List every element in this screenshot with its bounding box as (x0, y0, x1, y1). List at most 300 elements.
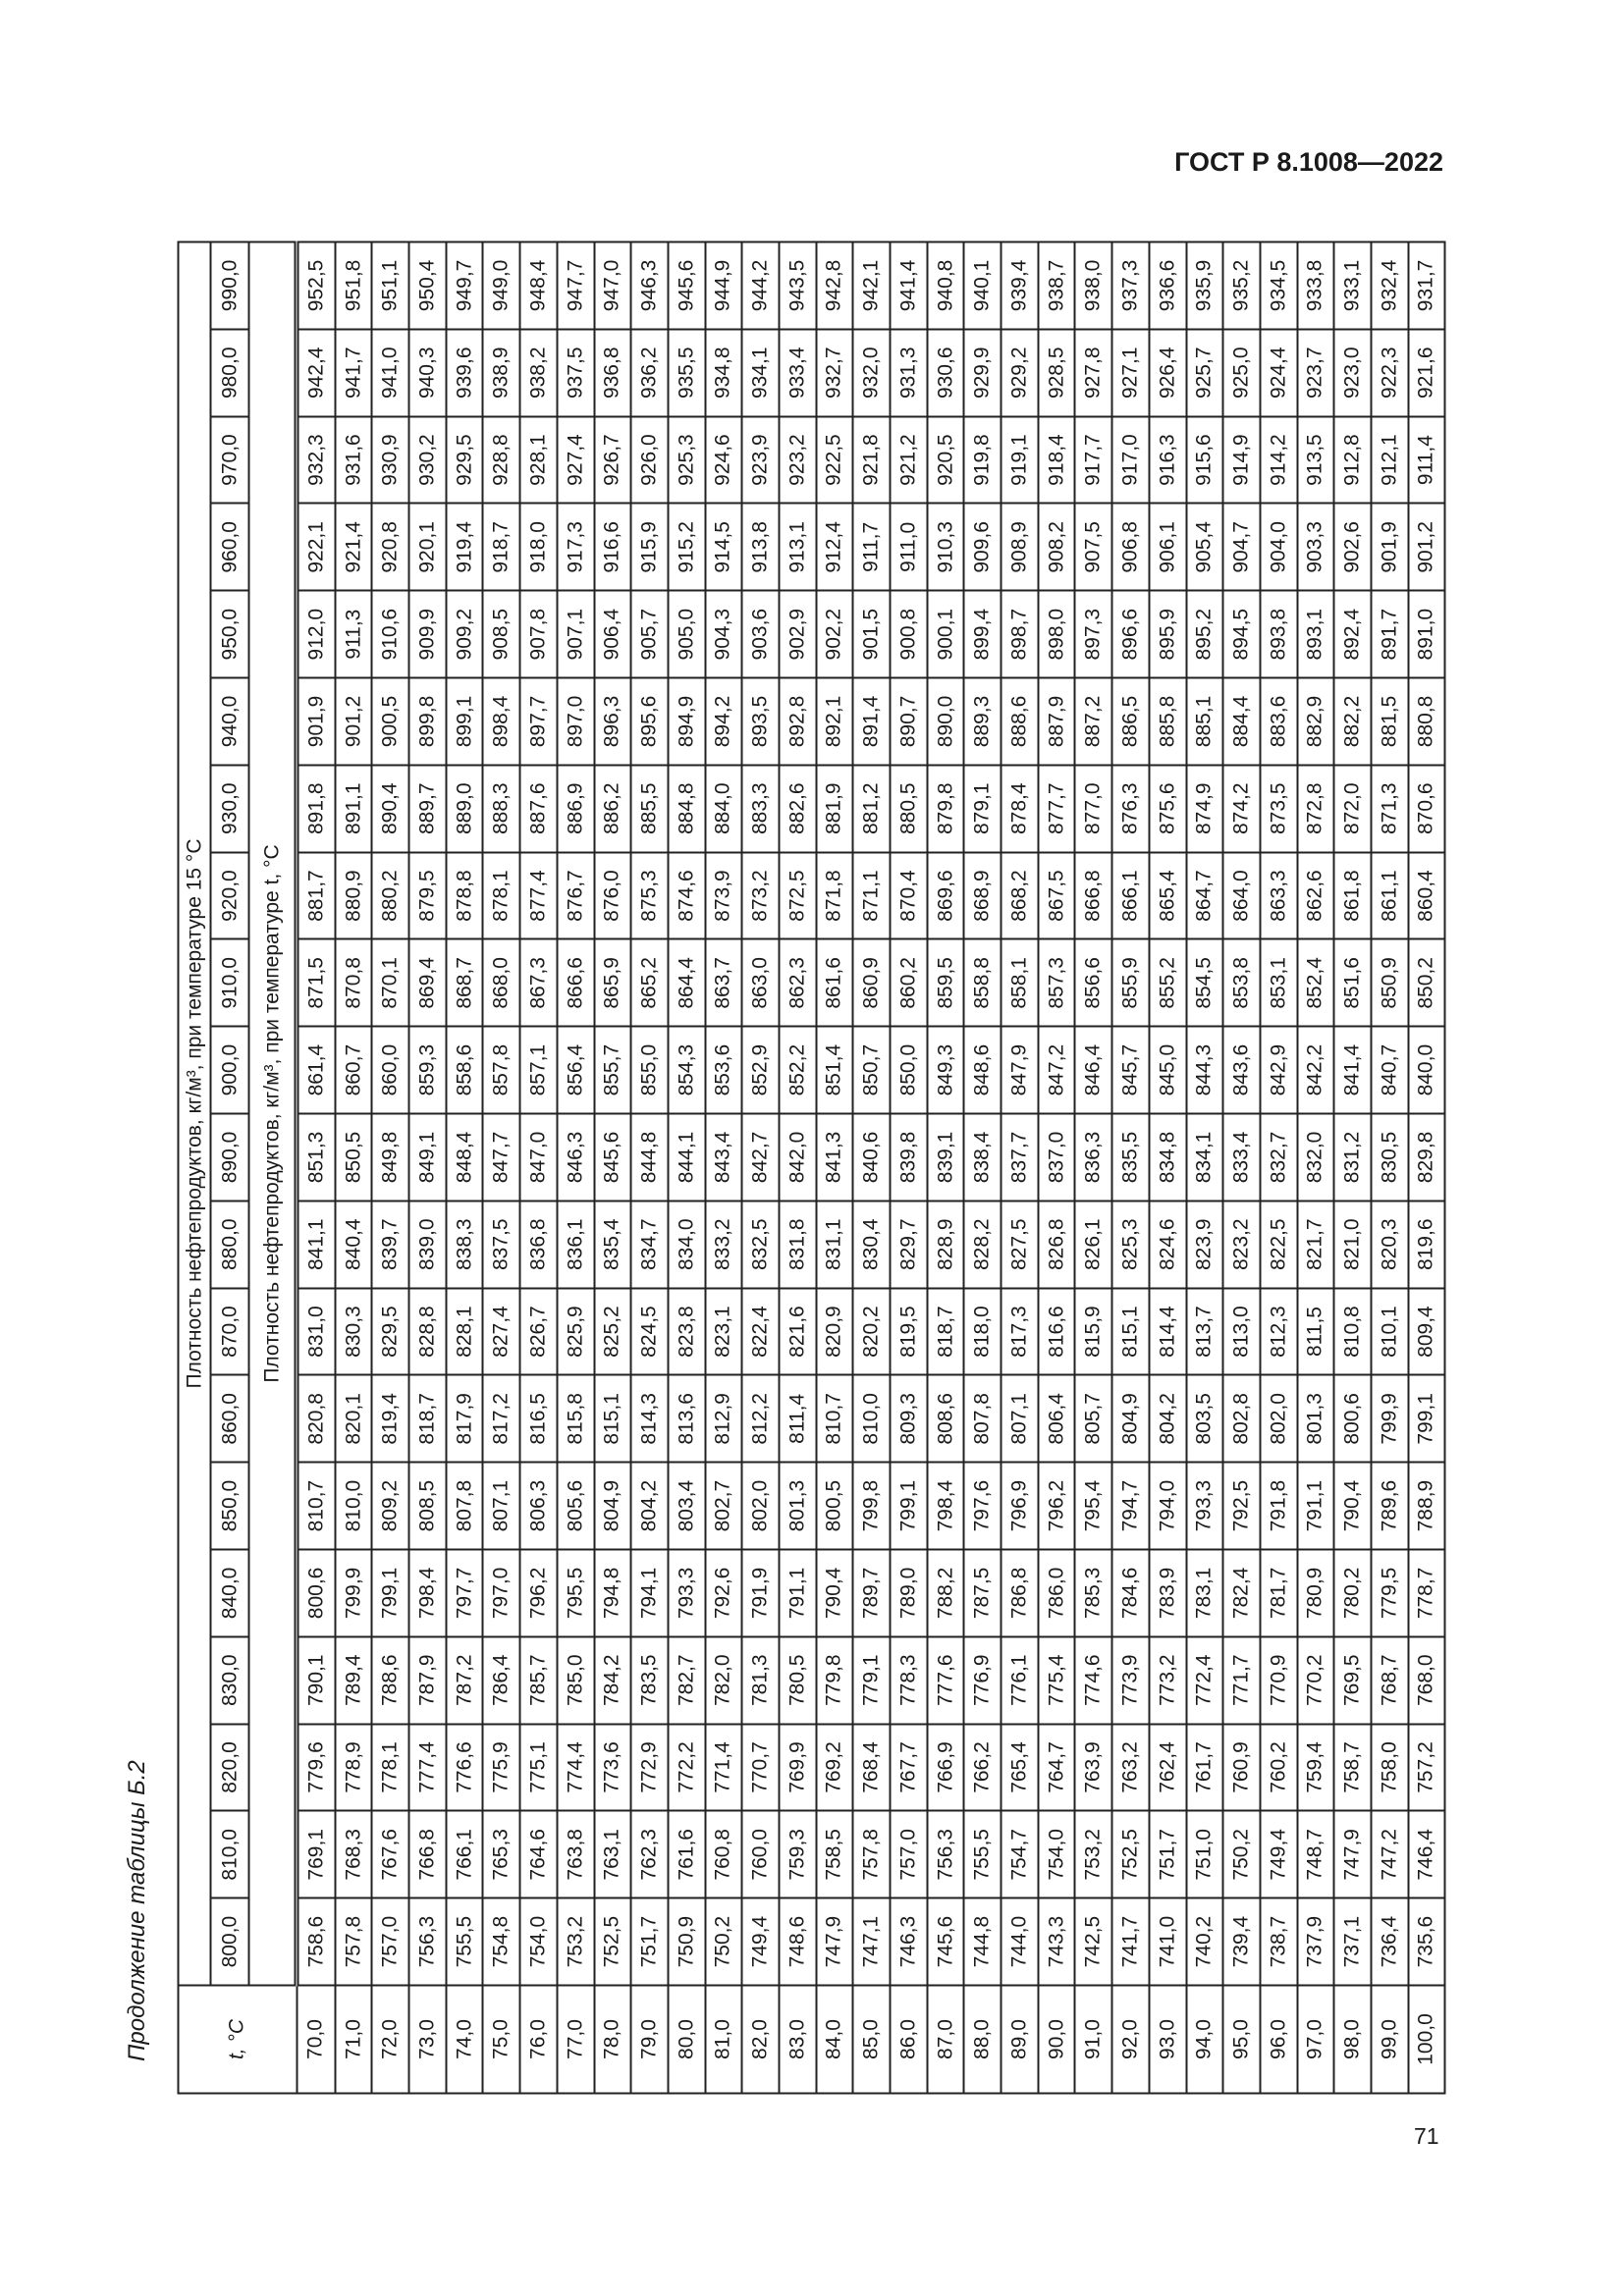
density-value-cell: 847,7 (483, 1114, 520, 1201)
density-value-cell: 891,1 (335, 765, 372, 852)
density-value-cell: 840,4 (335, 1201, 372, 1288)
density-value-cell: 805,7 (1075, 1375, 1112, 1463)
density-value-cell: 925,7 (1186, 329, 1223, 416)
density-value-cell: 886,2 (594, 765, 631, 852)
density-value-cell: 798,4 (409, 1550, 447, 1637)
density-value-cell: 766,2 (964, 1724, 1001, 1811)
temperature-cell: 73,0 (409, 1986, 447, 2094)
density-value-cell: 762,4 (1149, 1724, 1186, 1811)
density-value-cell: 875,6 (1149, 765, 1186, 852)
density-value-cell: 768,0 (1408, 1636, 1445, 1724)
temperature-cell: 97,0 (1297, 1986, 1334, 2094)
density-value-cell: 822,4 (742, 1288, 780, 1375)
density-value-cell: 902,2 (816, 591, 853, 678)
density-value-cell: 860,0 (372, 1027, 409, 1114)
density-value-cell: 773,2 (1149, 1636, 1186, 1724)
density-value-cell: 856,4 (557, 1027, 594, 1114)
table-row (1001, 242, 1039, 2094)
density-value-cell: 873,5 (1260, 765, 1297, 852)
density-value-cell: 840,0 (1408, 1027, 1445, 1114)
density-value-cell: 896,3 (594, 678, 631, 766)
density-value-cell: 834,1 (1186, 1114, 1223, 1201)
density-value-cell: 860,9 (853, 939, 891, 1027)
temperature-cell: 75,0 (483, 1986, 520, 2094)
density-value-cell: 854,3 (668, 1027, 705, 1114)
density-value-cell: 869,4 (409, 939, 447, 1027)
density-value-cell: 908,9 (1001, 504, 1039, 591)
density-value-cell: 831,0 (297, 1288, 335, 1375)
density-value-cell: 902,6 (1334, 504, 1372, 591)
density-value-cell: 828,8 (409, 1288, 447, 1375)
density-value-cell: 884,4 (1223, 678, 1261, 766)
density-header-cell: 820,0 (211, 1724, 249, 1811)
density-value-cell: 905,4 (1186, 504, 1223, 591)
table-row (1371, 242, 1408, 2094)
density-value-cell: 903,6 (742, 591, 780, 678)
density-value-cell: 785,7 (520, 1636, 558, 1724)
density-value-cell: 796,2 (520, 1550, 558, 1637)
density-value-cell: 885,8 (1149, 678, 1186, 766)
density-value-cell: 835,5 (1112, 1114, 1150, 1201)
density-value-cell: 759,3 (779, 1811, 816, 1898)
density-value-cell: 847,0 (520, 1114, 558, 1201)
density-value-cell: 912,0 (297, 591, 335, 678)
density-value-cell: 754,0 (1038, 1811, 1075, 1898)
density-value-cell: 810,0 (853, 1375, 891, 1463)
density-value-cell: 853,1 (1260, 939, 1297, 1027)
table-row (520, 242, 558, 2094)
temperature-cell: 94,0 (1186, 1986, 1223, 2094)
density-value-cell: 853,8 (1223, 939, 1261, 1027)
density-value-cell: 878,1 (483, 852, 520, 939)
temperature-cell: 70,0 (297, 1986, 335, 2094)
density-value-cell: 853,6 (705, 1027, 742, 1114)
density-value-cell: 897,7 (520, 678, 558, 766)
density-value-cell: 922,3 (1371, 329, 1408, 416)
density-value-cell: 823,9 (1186, 1201, 1223, 1288)
density-value-cell: 938,2 (520, 329, 558, 416)
density-value-cell: 804,2 (1149, 1375, 1186, 1463)
temperature-cell: 100,0 (1408, 1986, 1445, 2094)
density-value-cell: 780,9 (1297, 1550, 1334, 1637)
temperature-cell: 79,0 (631, 1986, 669, 2094)
density-value-cell: 808,5 (409, 1463, 447, 1550)
table-row (668, 242, 705, 2094)
density-value-cell: 812,2 (742, 1375, 780, 1463)
density-value-cell: 829,8 (1408, 1114, 1445, 1201)
density-value-cell: 830,5 (1371, 1114, 1408, 1201)
density-value-cell: 907,8 (520, 591, 558, 678)
density-value-cell: 811,4 (779, 1375, 816, 1463)
density-value-cell: 774,6 (1075, 1636, 1112, 1724)
density-value-cell: 890,0 (927, 678, 964, 766)
density-value-cell: 827,4 (483, 1288, 520, 1375)
density-value-cell: 938,7 (1038, 242, 1075, 330)
density-value-cell: 903,3 (1297, 504, 1334, 591)
density-value-cell: 863,0 (742, 939, 780, 1027)
density-value-cell: 946,3 (631, 242, 669, 330)
density-value-cell: 767,7 (891, 1724, 928, 1811)
density-value-cell: 951,8 (335, 242, 372, 330)
density-value-cell: 755,5 (964, 1811, 1001, 1898)
density-value-cell: 788,9 (1408, 1463, 1445, 1550)
density-value-cell: 770,2 (1297, 1636, 1334, 1724)
table-row (557, 242, 594, 2094)
density-value-cell: 935,9 (1186, 242, 1223, 330)
density-value-cell: 744,8 (964, 1898, 1001, 1986)
density-value-cell: 831,1 (816, 1201, 853, 1288)
density-value-cell: 811,5 (1297, 1288, 1334, 1375)
density-value-cell: 737,9 (1297, 1898, 1334, 1986)
density-value-cell: 767,6 (372, 1811, 409, 1898)
density-value-cell: 879,5 (409, 852, 447, 939)
density-value-cell: 893,8 (1260, 591, 1297, 678)
density-value-cell: 901,2 (1408, 504, 1445, 591)
density-value-cell: 770,7 (742, 1724, 780, 1811)
density-value-cell: 760,2 (1260, 1724, 1297, 1811)
density-value-cell: 897,3 (1075, 591, 1112, 678)
table-row (409, 242, 447, 2094)
density-value-cell: 865,9 (594, 939, 631, 1027)
density-value-cell: 862,6 (1297, 852, 1334, 939)
density-value-cell: 901,9 (1371, 504, 1408, 591)
density-value-cell: 842,2 (1297, 1027, 1334, 1114)
density-value-cell: 749,4 (742, 1898, 780, 1986)
density-value-cell: 881,7 (297, 852, 335, 939)
density-value-cell: 812,3 (1260, 1288, 1297, 1375)
table-row (927, 242, 964, 2094)
density-value-cell: 757,0 (372, 1898, 409, 1986)
density-value-cell: 936,8 (594, 329, 631, 416)
density-value-cell: 823,2 (1223, 1201, 1261, 1288)
table-row (483, 242, 520, 2094)
density-value-cell: 942,8 (816, 242, 853, 330)
density-value-cell: 760,0 (742, 1811, 780, 1898)
density-value-cell: 883,3 (742, 765, 780, 852)
density-value-cell: 878,4 (1001, 765, 1039, 852)
density-value-cell: 787,5 (964, 1550, 1001, 1637)
temperature-cell: 77,0 (557, 1986, 594, 2094)
density-value-cell: 935,5 (668, 329, 705, 416)
density-value-cell: 844,1 (668, 1114, 705, 1201)
density-value-cell: 849,3 (927, 1027, 964, 1114)
density-value-cell: 810,1 (1371, 1288, 1408, 1375)
density-header-cell: 970,0 (211, 416, 249, 504)
density-value-cell: 866,8 (1075, 852, 1112, 939)
density-header-cell: 850,0 (211, 1463, 249, 1550)
density-value-cell: 860,2 (891, 939, 928, 1027)
temperature-cell: 88,0 (964, 1986, 1001, 2094)
density-value-cell: 928,8 (483, 416, 520, 504)
density-value-cell: 927,4 (557, 416, 594, 504)
density-value-cell: 866,6 (557, 939, 594, 1027)
density-value-cell: 776,1 (1001, 1636, 1039, 1724)
density-value-cell: 904,0 (1260, 504, 1297, 591)
density-value-cell: 898,7 (1001, 591, 1039, 678)
temperature-cell: 78,0 (594, 1986, 631, 2094)
density-value-cell: 890,7 (891, 678, 928, 766)
density-value-cell: 857,1 (520, 1027, 558, 1114)
density-value-cell: 810,8 (1334, 1288, 1372, 1375)
density-value-cell: 939,4 (1001, 242, 1039, 330)
table-continuation-caption: Продолжение таблицы Б.2 (124, 1760, 150, 2061)
density-header-cell: 990,0 (211, 242, 249, 330)
density-value-cell: 820,1 (335, 1375, 372, 1463)
density-value-cell: 878,8 (446, 852, 483, 939)
density-value-cell: 836,1 (557, 1201, 594, 1288)
density-value-cell: 789,0 (891, 1550, 928, 1637)
density-value-cell: 937,3 (1112, 242, 1150, 330)
density-value-cell: 782,7 (668, 1636, 705, 1724)
density-value-cell: 927,8 (1075, 329, 1112, 416)
density-value-cell: 832,7 (1260, 1114, 1297, 1201)
density-value-cell: 948,4 (520, 242, 558, 330)
density-value-cell: 905,0 (668, 591, 705, 678)
density-value-cell: 845,6 (594, 1114, 631, 1201)
density-value-cell: 887,2 (1075, 678, 1112, 766)
table-row (1223, 242, 1261, 2094)
density-value-cell: 904,7 (1223, 504, 1261, 591)
density-value-cell: 758,0 (1371, 1724, 1408, 1811)
density-value-cell: 786,8 (1001, 1550, 1039, 1637)
density-value-cell: 887,6 (520, 765, 558, 852)
density-value-cell: 849,1 (409, 1114, 447, 1201)
density-value-cell: 838,3 (446, 1201, 483, 1288)
density-value-cell: 845,0 (1149, 1027, 1186, 1114)
density-value-cell: 750,2 (1223, 1811, 1261, 1898)
density-value-cell: 777,6 (927, 1636, 964, 1724)
density-value-cell: 838,4 (964, 1114, 1001, 1201)
density-value-cell: 780,2 (1334, 1550, 1372, 1637)
density-value-cell: 910,3 (927, 504, 964, 591)
density-value-cell: 876,7 (557, 852, 594, 939)
density-value-cell: 933,8 (1297, 242, 1334, 330)
density-value-cell: 761,7 (1186, 1724, 1223, 1811)
density-value-cell: 925,3 (668, 416, 705, 504)
density-value-cell: 900,1 (927, 591, 964, 678)
density-value-cell: 947,7 (557, 242, 594, 330)
density-value-cell: 781,3 (742, 1636, 780, 1724)
density-value-cell: 907,5 (1075, 504, 1112, 591)
density-value-cell: 782,0 (705, 1636, 742, 1724)
density-value-cell: 912,8 (1334, 416, 1372, 504)
density-value-cell: 885,5 (631, 765, 669, 852)
density-value-cell: 812,9 (705, 1375, 742, 1463)
density-value-cell: 943,5 (779, 242, 816, 330)
density-value-cell: 874,9 (1186, 765, 1223, 852)
density-value-cell: 885,1 (1186, 678, 1223, 766)
density-value-cell: 779,8 (816, 1636, 853, 1724)
density-value-cell: 788,2 (927, 1550, 964, 1637)
density-value-cell: 783,5 (631, 1636, 669, 1724)
density-value-cell: 923,0 (1334, 329, 1372, 416)
density-value-cell: 871,8 (816, 852, 853, 939)
table-row (594, 242, 631, 2094)
density-value-cell: 841,4 (1334, 1027, 1372, 1114)
density-value-cell: 839,1 (927, 1114, 964, 1201)
density-value-cell: 850,5 (335, 1114, 372, 1201)
density-value-cell: 819,6 (1408, 1201, 1445, 1288)
density-value-cell: 880,8 (1408, 678, 1445, 766)
density-value-cell: 919,1 (1001, 416, 1039, 504)
density-value-cell: 870,8 (335, 939, 372, 1027)
density-value-cell: 778,1 (372, 1724, 409, 1811)
density-value-cell: 771,4 (705, 1724, 742, 1811)
density-value-cell: 786,0 (1038, 1550, 1075, 1637)
density-value-cell: 749,4 (1260, 1811, 1297, 1898)
density-value-cell: 834,7 (631, 1201, 669, 1288)
density-value-cell: 930,9 (372, 416, 409, 504)
density-value-cell: 908,2 (1038, 504, 1075, 591)
density-value-cell: 747,9 (816, 1898, 853, 1986)
density-value-cell: 851,4 (816, 1027, 853, 1114)
temperature-cell: 89,0 (1001, 1986, 1039, 2094)
temperature-cell: 84,0 (816, 1986, 853, 2094)
density-header-cell: 930,0 (211, 765, 249, 852)
density-value-cell: 872,8 (1297, 765, 1334, 852)
density-value-cell: 789,4 (335, 1636, 372, 1724)
density-value-cell: 916,3 (1149, 416, 1186, 504)
density-value-cell: 891,7 (1371, 591, 1408, 678)
density-value-cell: 906,4 (594, 591, 631, 678)
density-value-cell: 753,2 (1075, 1811, 1112, 1898)
density-value-cell: 748,7 (1297, 1811, 1334, 1898)
density-value-cell: 912,4 (816, 504, 853, 591)
density-value-cell: 933,4 (779, 329, 816, 416)
density-value-cell: 944,2 (742, 242, 780, 330)
density-value-cell: 868,0 (483, 939, 520, 1027)
density-value-cell: 756,3 (927, 1811, 964, 1898)
density-value-cell: 825,3 (1112, 1201, 1150, 1288)
density-value-cell: 889,0 (446, 765, 483, 852)
density-value-cell: 913,5 (1297, 416, 1334, 504)
density-value-cell: 772,2 (668, 1724, 705, 1811)
density-value-cell: 914,9 (1223, 416, 1261, 504)
density-value-cell: 821,7 (1297, 1201, 1334, 1288)
density-value-cell: 914,5 (705, 504, 742, 591)
density-value-cell: 755,5 (446, 1898, 483, 1986)
density-value-cell: 802,7 (705, 1463, 742, 1550)
density-value-cell: 769,1 (297, 1811, 335, 1898)
density-value-cell: 858,6 (446, 1027, 483, 1114)
density-value-cell: 826,7 (520, 1288, 558, 1375)
density-value-cell: 901,9 (297, 678, 335, 766)
density-value-cell: 822,5 (1260, 1201, 1297, 1288)
density-value-cell: 898,4 (483, 678, 520, 766)
density-value-cell: 921,2 (891, 416, 928, 504)
density-value-cell: 813,6 (668, 1375, 705, 1463)
density-value-cell: 754,0 (520, 1898, 558, 1986)
table-row (1297, 242, 1334, 2094)
density-value-cell: 825,9 (557, 1288, 594, 1375)
density-value-cell: 937,5 (557, 329, 594, 416)
density-value-cell: 746,3 (891, 1898, 928, 1986)
density-value-cell: 871,1 (853, 852, 891, 939)
density-value-cell: 769,9 (779, 1724, 816, 1811)
density-value-cell: 806,4 (1038, 1375, 1075, 1463)
density-value-cell: 758,7 (1334, 1724, 1372, 1811)
density-value-cell: 738,7 (1260, 1898, 1297, 1986)
density-value-cell: 783,9 (1149, 1550, 1186, 1637)
density-value-cell: 736,4 (1371, 1898, 1408, 1986)
density-value-cell: 874,6 (668, 852, 705, 939)
density-value-cell: 766,1 (446, 1811, 483, 1898)
density-value-cell: 779,1 (853, 1636, 891, 1724)
density-value-cell: 932,3 (297, 416, 335, 504)
density-header-cell: 900,0 (211, 1027, 249, 1114)
density-value-cell: 882,2 (1334, 678, 1372, 766)
density-value-cell: 891,4 (853, 678, 891, 766)
density-value-cell: 806,3 (520, 1463, 558, 1550)
density-value-cell: 920,8 (372, 504, 409, 591)
density-value-cell: 892,1 (816, 678, 853, 766)
density-value-cell: 795,5 (557, 1550, 594, 1637)
density-value-cell: 814,4 (1149, 1288, 1186, 1375)
density-value-cell: 794,7 (1112, 1463, 1150, 1550)
temperature-cell: 93,0 (1149, 1986, 1186, 2094)
density-value-cell: 758,5 (816, 1811, 853, 1898)
sub-caption: Плотность нефтепродуктов, кг/м³, при температуре t, °C (249, 242, 298, 1986)
density-value-cell: 902,9 (779, 591, 816, 678)
density-value-cell: 860,4 (1408, 852, 1445, 939)
density-value-cell: 898,0 (1038, 591, 1075, 678)
density-value-cell: 804,2 (631, 1463, 669, 1550)
density-value-cell: 796,2 (1038, 1463, 1075, 1550)
density-value-cell: 834,8 (1149, 1114, 1186, 1201)
density-value-cell: 772,9 (631, 1724, 669, 1811)
density-value-cell: 763,9 (1075, 1724, 1112, 1811)
density-value-cell: 915,2 (668, 504, 705, 591)
density-value-cell: 899,1 (446, 678, 483, 766)
density-value-cell: 929,9 (964, 329, 1001, 416)
density-header-cell: 920,0 (211, 852, 249, 939)
density-value-cell: 892,8 (779, 678, 816, 766)
density-value-cell: 833,4 (1223, 1114, 1261, 1201)
density-value-cell: 789,7 (853, 1550, 891, 1637)
density-value-cell: 873,2 (742, 852, 780, 939)
density-value-cell: 950,4 (409, 242, 447, 330)
density-value-cell: 802,0 (1260, 1375, 1297, 1463)
density-value-cell: 940,8 (927, 242, 964, 330)
density-value-cell: 901,2 (335, 678, 372, 766)
density-value-cell: 757,2 (1408, 1724, 1445, 1811)
density-value-cell: 868,9 (964, 852, 1001, 939)
density-value-cell: 846,4 (1075, 1027, 1112, 1114)
temperature-cell: 74,0 (446, 1986, 483, 2094)
density-value-cell: 774,4 (557, 1724, 594, 1811)
table-row (297, 242, 335, 2094)
density-value-cell: 942,1 (853, 242, 891, 330)
density-value-cell: 815,1 (594, 1375, 631, 1463)
density-value-cell: 860,7 (335, 1027, 372, 1114)
density-value-cell: 843,4 (705, 1114, 742, 1201)
document-code: ГОСТ Р 8.1008—2022 (1174, 147, 1443, 177)
density-value-cell: 924,6 (705, 416, 742, 504)
density-value-cell: 891,8 (297, 765, 335, 852)
density-value-cell: 799,1 (891, 1463, 928, 1550)
density-value-cell: 763,8 (557, 1811, 594, 1898)
density-value-cell: 909,2 (446, 591, 483, 678)
density-value-cell: 794,8 (594, 1550, 631, 1637)
density-value-cell: 782,4 (1223, 1550, 1261, 1637)
density-value-cell: 828,1 (446, 1288, 483, 1375)
density-value-cell: 888,6 (1001, 678, 1039, 766)
density-value-cell: 926,4 (1149, 329, 1186, 416)
density-value-cell: 895,9 (1149, 591, 1186, 678)
density-value-cell: 820,9 (816, 1288, 853, 1375)
density-value-cell: 830,3 (335, 1288, 372, 1375)
density-value-cell: 829,5 (372, 1288, 409, 1375)
